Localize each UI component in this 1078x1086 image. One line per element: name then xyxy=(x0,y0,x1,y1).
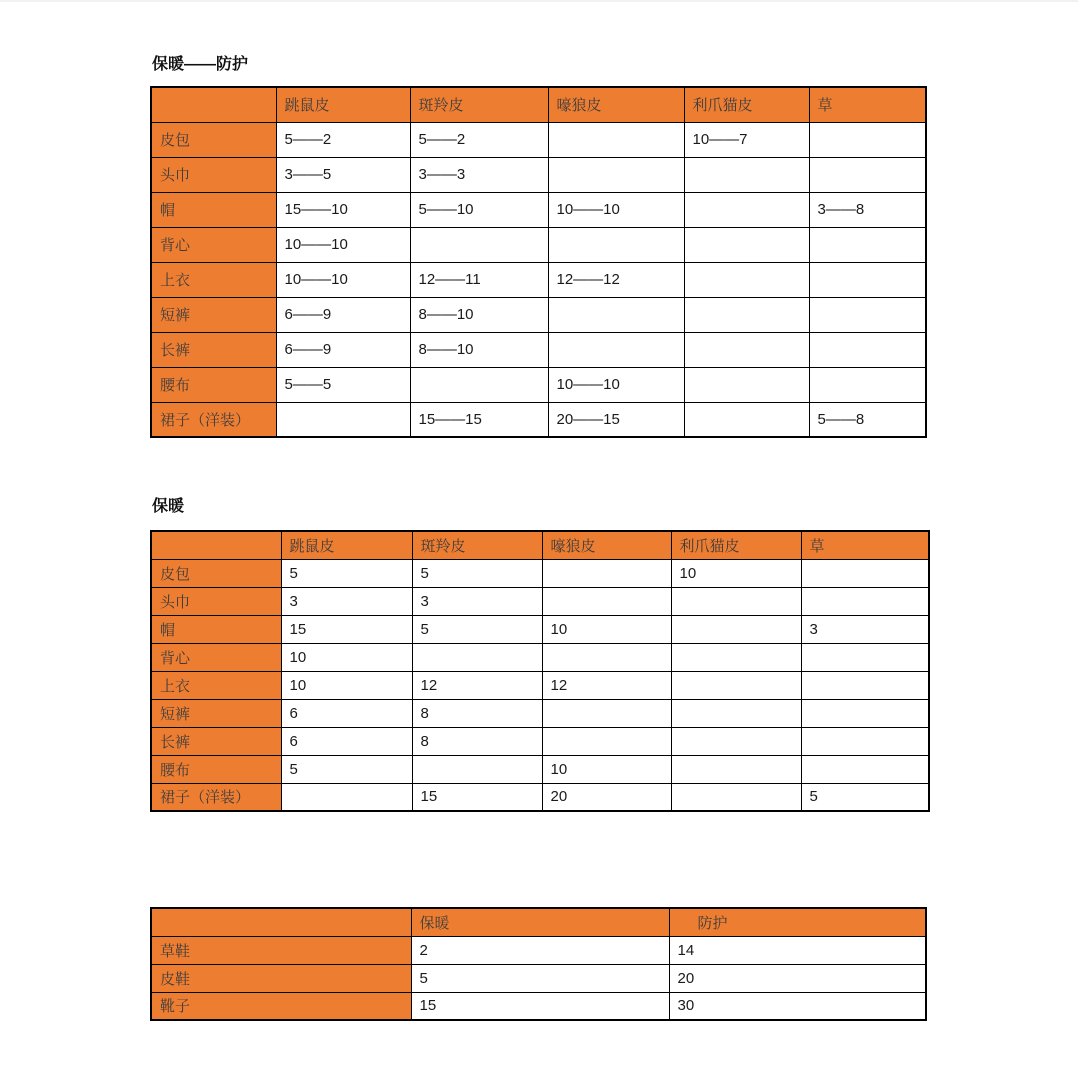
data-cell: 10——10 xyxy=(548,192,684,227)
table-row xyxy=(151,936,926,964)
row-header: 长裤 xyxy=(151,727,281,755)
data-cell: 12——12 xyxy=(548,262,684,297)
table-row xyxy=(151,992,926,1020)
table-row xyxy=(151,192,926,227)
data-cell xyxy=(809,122,926,157)
table-row xyxy=(151,402,926,437)
table-row xyxy=(151,755,929,783)
table2-title: 保暖 xyxy=(152,498,185,515)
data-cell xyxy=(281,783,412,811)
column-header: 跳鼠皮 xyxy=(281,531,412,559)
data-cell: 5 xyxy=(411,964,669,992)
data-cell xyxy=(801,671,929,699)
row-header: 上衣 xyxy=(151,671,281,699)
table-row xyxy=(151,157,926,192)
corner-header-cell xyxy=(151,531,281,559)
data-cell: 10——10 xyxy=(548,367,684,402)
data-cell: 8——10 xyxy=(410,332,548,367)
data-cell: 5 xyxy=(412,559,542,587)
data-cell: 14 xyxy=(669,936,926,964)
section-warmth xyxy=(150,497,930,812)
data-cell xyxy=(671,783,801,811)
data-cell xyxy=(542,559,671,587)
table-row xyxy=(151,964,926,992)
data-cell: 5 xyxy=(801,783,929,811)
data-cell xyxy=(809,332,926,367)
column-header: 斑羚皮 xyxy=(410,87,548,122)
data-cell xyxy=(542,727,671,755)
row-header: 腰布 xyxy=(151,367,276,402)
row-header: 裙子（洋装） xyxy=(151,783,281,811)
data-cell: 5——8 xyxy=(809,402,926,437)
data-cell xyxy=(801,699,929,727)
data-cell: 10——10 xyxy=(276,262,410,297)
data-cell: 12——11 xyxy=(410,262,548,297)
data-cell: 6——9 xyxy=(276,332,410,367)
warmth-table xyxy=(150,530,930,812)
footwear-table xyxy=(150,907,927,1021)
table-row xyxy=(151,699,929,727)
data-cell xyxy=(684,262,809,297)
data-cell: 3 xyxy=(412,587,542,615)
data-cell: 12 xyxy=(542,671,671,699)
row-header: 靴子 xyxy=(151,992,411,1020)
table1-title: 保暖——防护 xyxy=(152,56,249,73)
data-cell xyxy=(684,367,809,402)
row-header: 帽 xyxy=(151,615,281,643)
data-cell xyxy=(809,262,926,297)
row-header: 背心 xyxy=(151,643,281,671)
column-header: 保暖 xyxy=(411,908,669,936)
data-cell: 10 xyxy=(542,615,671,643)
data-cell: 10——10 xyxy=(276,227,410,262)
data-cell xyxy=(671,755,801,783)
data-cell xyxy=(809,367,926,402)
table-row xyxy=(151,587,929,615)
data-cell xyxy=(548,157,684,192)
data-cell xyxy=(684,192,809,227)
data-cell xyxy=(410,367,548,402)
data-cell: 12 xyxy=(412,671,542,699)
data-cell xyxy=(671,643,801,671)
data-cell xyxy=(276,402,410,437)
data-cell xyxy=(671,615,801,643)
data-cell: 3——8 xyxy=(809,192,926,227)
data-cell: 8——10 xyxy=(410,297,548,332)
row-header: 皮鞋 xyxy=(151,964,411,992)
warmth-protection-table xyxy=(150,86,927,438)
row-header: 帽 xyxy=(151,192,276,227)
page-top-edge xyxy=(0,0,1078,2)
table-row xyxy=(151,643,929,671)
data-cell xyxy=(542,587,671,615)
data-cell: 10——7 xyxy=(684,122,809,157)
corner-header-cell xyxy=(151,87,276,122)
data-cell: 5——5 xyxy=(276,367,410,402)
data-cell xyxy=(542,699,671,727)
data-cell: 10 xyxy=(281,643,412,671)
table-row xyxy=(151,615,929,643)
table-row xyxy=(151,122,926,157)
data-cell xyxy=(809,227,926,262)
data-cell xyxy=(548,332,684,367)
data-cell: 5——2 xyxy=(410,122,548,157)
column-header: 草 xyxy=(801,531,929,559)
data-cell xyxy=(809,297,926,332)
table-row xyxy=(151,671,929,699)
data-cell: 6——9 xyxy=(276,297,410,332)
table-row xyxy=(151,367,926,402)
row-header: 头巾 xyxy=(151,157,276,192)
data-cell xyxy=(671,699,801,727)
column-header: 防护 xyxy=(669,908,926,936)
header-row xyxy=(151,87,926,122)
data-cell xyxy=(671,727,801,755)
data-cell: 10 xyxy=(671,559,801,587)
data-cell: 30 xyxy=(669,992,926,1020)
row-header: 短裤 xyxy=(151,297,276,332)
data-cell xyxy=(684,227,809,262)
data-cell: 15 xyxy=(412,783,542,811)
data-cell xyxy=(548,122,684,157)
data-cell: 3 xyxy=(281,587,412,615)
data-cell xyxy=(801,727,929,755)
data-cell: 20 xyxy=(669,964,926,992)
data-cell: 8 xyxy=(412,727,542,755)
data-cell: 15——10 xyxy=(276,192,410,227)
data-cell: 15 xyxy=(411,992,669,1020)
data-cell xyxy=(801,587,929,615)
table-row xyxy=(151,783,929,811)
data-cell xyxy=(410,227,548,262)
table-row xyxy=(151,559,929,587)
data-cell: 6 xyxy=(281,727,412,755)
data-cell: 15——15 xyxy=(410,402,548,437)
data-cell: 3——3 xyxy=(410,157,548,192)
header-row xyxy=(151,531,929,559)
data-cell xyxy=(801,643,929,671)
section-footwear xyxy=(150,907,927,1021)
data-cell xyxy=(684,332,809,367)
data-cell: 5 xyxy=(281,755,412,783)
data-cell xyxy=(684,402,809,437)
corner-header-cell xyxy=(151,908,411,936)
column-header: 嚎狼皮 xyxy=(548,87,684,122)
row-header: 短裤 xyxy=(151,699,281,727)
data-cell xyxy=(684,157,809,192)
data-cell: 10 xyxy=(542,755,671,783)
data-cell xyxy=(548,227,684,262)
row-header: 腰布 xyxy=(151,755,281,783)
data-cell xyxy=(412,755,542,783)
row-header: 皮包 xyxy=(151,122,276,157)
row-header: 头巾 xyxy=(151,587,281,615)
column-header: 嚎狼皮 xyxy=(542,531,671,559)
header-row xyxy=(151,908,926,936)
data-cell xyxy=(548,297,684,332)
data-cell: 6 xyxy=(281,699,412,727)
data-cell: 20 xyxy=(542,783,671,811)
row-header: 草鞋 xyxy=(151,936,411,964)
column-header: 草 xyxy=(809,87,926,122)
data-cell xyxy=(671,671,801,699)
data-cell: 5 xyxy=(412,615,542,643)
data-cell: 5 xyxy=(281,559,412,587)
data-cell xyxy=(671,587,801,615)
row-header: 长裤 xyxy=(151,332,276,367)
column-header: 斑羚皮 xyxy=(412,531,542,559)
data-cell: 20——15 xyxy=(548,402,684,437)
column-header: 利爪猫皮 xyxy=(671,531,801,559)
data-cell xyxy=(684,297,809,332)
table-row xyxy=(151,297,926,332)
row-header: 上衣 xyxy=(151,262,276,297)
table-row xyxy=(151,262,926,297)
data-cell: 15 xyxy=(281,615,412,643)
data-cell: 10 xyxy=(281,671,412,699)
data-cell: 5——2 xyxy=(276,122,410,157)
data-cell xyxy=(801,755,929,783)
data-cell xyxy=(809,157,926,192)
row-header: 皮包 xyxy=(151,559,281,587)
row-header: 背心 xyxy=(151,227,276,262)
data-cell xyxy=(801,559,929,587)
section-warmth-protection xyxy=(150,55,927,438)
data-cell xyxy=(542,643,671,671)
data-cell: 3——5 xyxy=(276,157,410,192)
table-row xyxy=(151,227,926,262)
column-header: 跳鼠皮 xyxy=(276,87,410,122)
column-header: 利爪猫皮 xyxy=(684,87,809,122)
data-cell: 8 xyxy=(412,699,542,727)
row-header: 裙子（洋装） xyxy=(151,402,276,437)
data-cell: 2 xyxy=(411,936,669,964)
data-cell: 5——10 xyxy=(410,192,548,227)
data-cell xyxy=(412,643,542,671)
table-row xyxy=(151,727,929,755)
table-row xyxy=(151,332,926,367)
data-cell: 3 xyxy=(801,615,929,643)
